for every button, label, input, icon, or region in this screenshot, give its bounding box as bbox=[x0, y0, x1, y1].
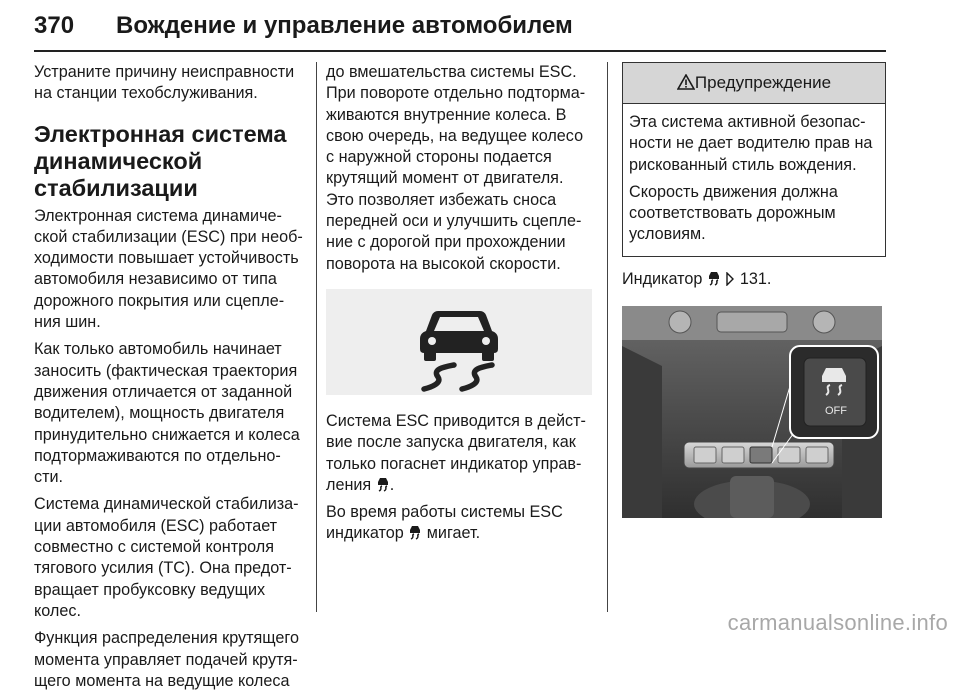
skid-paragraph: Как только автомобиль начинает заносить (фактическая траектория движения отличается от заданной водителем), мощность двигателя принудительно снижается и колеса подтормаживаются по отдельно- сти. bbox=[34, 340, 300, 487]
warning-box bbox=[622, 62, 886, 257]
off-button-label: OFF bbox=[825, 405, 847, 417]
center-console-photo bbox=[622, 306, 882, 518]
esc-activation-paragraph: Система ESC приводится в дейст- вие после запуска двигателя, как только погаснет индикатор управ- ления . bbox=[326, 411, 586, 494]
indicator-page-link[interactable]: 131. bbox=[739, 269, 772, 288]
esc-skid-car-icon bbox=[408, 525, 422, 540]
column-divider bbox=[316, 62, 317, 612]
page-title: Вождение и управление автомобилем bbox=[116, 12, 573, 39]
torque-continued-paragraph: до вмешательства системы ESC. При повороте отдельно подторма- живаются внутренние колеса. В свою очередь, на ведущее колесо с наружной стороны подается крутящий момент от двигателя. Это позволяет избежать сноса передней оси и улучшить сцепле- ние с дорогой при прохождении поворота на высокой скорости. bbox=[326, 63, 586, 273]
esc-skid-car-icon bbox=[326, 289, 592, 395]
section-heading-esc: Электронная система динамической стабилизации bbox=[34, 120, 287, 201]
watermark: carmanualsonline.info bbox=[727, 610, 948, 635]
page-header bbox=[34, 12, 886, 52]
column-divider bbox=[607, 62, 608, 612]
warning-header bbox=[623, 63, 885, 104]
esc-skid-car-icon bbox=[707, 271, 721, 286]
column-right bbox=[622, 62, 886, 327]
esc-skid-car-icon bbox=[376, 477, 390, 492]
warning-body: Эта система активной безопас- ности не дает водителю прав на рискованный стиль вождения. Скорость движения должна соответствовать дорожным условиям. bbox=[629, 113, 873, 244]
warning-triangle-icon bbox=[677, 74, 695, 90]
column-left bbox=[34, 62, 309, 698]
indicator-reference: Индикатор 131. bbox=[622, 269, 772, 288]
page-reference-arrow-icon[interactable] bbox=[725, 272, 735, 286]
center-console-illustration bbox=[622, 306, 882, 518]
torque-paragraph: Функция распределения крутящего момента управляет подачей крутя- щего момента на ведущие колеса bbox=[34, 629, 299, 690]
esc-description-paragraph: Электронная система динамиче- ской стабилизации (ESC) при необ- ходимости повышает устойчивость автомобиля независимо от типа дорожного покрытия или сцепле- ния шин. bbox=[34, 206, 303, 332]
page-number: 370 bbox=[34, 12, 75, 39]
esc-symbol-figure bbox=[326, 289, 592, 395]
esc-blinking-paragraph: Во время работы системы ESC индикатор мигает. bbox=[326, 503, 563, 543]
warning-title: Предупреждение bbox=[694, 73, 832, 92]
tc-paragraph: Система динамической стабилиза- ции автомобиля (ESC) работает совместно с системой контроля тягового усилия (TC). Она предот- вращает пробуксовку ведущих колес. bbox=[34, 495, 299, 620]
column-middle bbox=[326, 62, 596, 551]
intro-paragraph: Устраните причину неисправности на станции техобслуживания. bbox=[34, 63, 295, 103]
